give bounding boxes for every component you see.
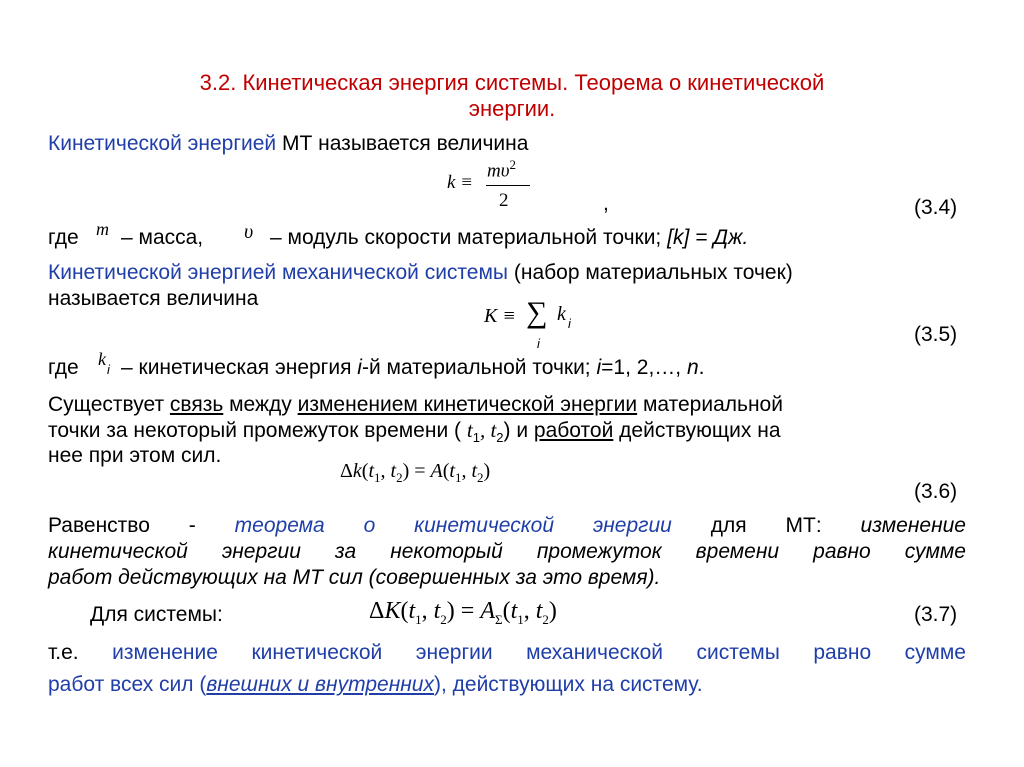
where-word: где bbox=[48, 226, 79, 249]
page-title: 3.2. Кинетическая энергия системы. Теорема о кинетической bbox=[199, 70, 825, 95]
conclusion-text-1: т.е. bbox=[48, 641, 113, 664]
eq34-lhs: k ≡ bbox=[447, 172, 474, 193]
theorem-text-2: для МТ: bbox=[671, 514, 861, 537]
t-comma: , bbox=[479, 418, 491, 442]
relation-text-6: действующих на bbox=[613, 419, 781, 442]
definition-text: МТ называется величина bbox=[276, 132, 529, 155]
ki-text-3: =1, 2,…, bbox=[601, 356, 687, 379]
conclusion-term: изменение кинетической энергии механической системы равно сумме bbox=[112, 641, 966, 664]
where-line-1 bbox=[48, 226, 79, 250]
t2-symbol: t bbox=[490, 418, 497, 442]
system-energy-term: Кинетической энергией механической системы bbox=[48, 261, 509, 284]
work-word: работой bbox=[533, 419, 614, 442]
eq35-label: (3.5) bbox=[914, 323, 958, 346]
relation-text-1: Существует bbox=[48, 393, 170, 416]
ki-i-1: i bbox=[357, 356, 362, 379]
mass-text: – масса, bbox=[121, 226, 204, 249]
conclusion-text-3: ), действующих на систему. bbox=[433, 673, 703, 696]
theorem-term: теорема о кинетической энергии bbox=[234, 514, 672, 537]
relation-text-3: материальной bbox=[637, 393, 783, 416]
forces-phrase: внешних и внутренних bbox=[206, 673, 434, 696]
eq34-denominator: 2 bbox=[499, 190, 509, 211]
theorem-line2: кинетической энергии за некоторый промежуток времени равно сумме bbox=[48, 540, 966, 563]
where-word-2: где bbox=[48, 356, 79, 379]
eq34-square: 2 bbox=[509, 157, 516, 172]
ki-i-2: i bbox=[596, 356, 602, 379]
kinetic-energy-term: Кинетической энергией bbox=[48, 132, 277, 155]
system-energy-note: (набор материальных точек) bbox=[508, 261, 793, 284]
eq36-label: (3.6) bbox=[914, 480, 958, 503]
eq34-label: (3.4) bbox=[914, 196, 958, 219]
t2-index: 2 bbox=[496, 430, 504, 446]
theorem-text-3: изменение bbox=[860, 514, 966, 537]
t1-index: 1 bbox=[472, 430, 480, 446]
conclusion-line2 bbox=[48, 673, 703, 697]
eq37-formula: $\Delta K(t_1$, $t_2) = A_\Sigma(t_1$, $t_2$) bbox=[369, 598, 557, 627]
symbol-v: υ bbox=[244, 221, 254, 243]
ki-text-4: . bbox=[698, 356, 705, 379]
eq36-formula: $\Delta k(t_1$, $t_2) = A(t_1$, $t_2$) bbox=[340, 460, 491, 485]
eq34-comma: , bbox=[603, 192, 609, 215]
relation-line3: нее при этом сил. bbox=[48, 444, 222, 467]
ki-text-2: -й материальной точки; bbox=[361, 356, 597, 379]
relation-text-5: ) и bbox=[503, 419, 534, 442]
energy-change-phrase: изменением кинетической энергии bbox=[297, 393, 638, 416]
page-title-line2: энергии. bbox=[468, 96, 556, 121]
theorem-line1 bbox=[48, 514, 966, 538]
eq34-fraction-bar bbox=[486, 185, 530, 186]
ki-n: n bbox=[686, 356, 699, 379]
relation-line1 bbox=[48, 393, 783, 417]
eq37-label: (3.7) bbox=[914, 603, 958, 626]
conclusion-line1 bbox=[48, 641, 966, 665]
unit-text: [k] = Дж. bbox=[667, 226, 749, 249]
conclusion-text-2: работ всех сил ( bbox=[48, 673, 207, 696]
system-label: Для системы: bbox=[90, 603, 223, 626]
relation-word: связь bbox=[169, 393, 224, 416]
relation-text-4: точки за некоторый промежуток времени ( bbox=[48, 419, 467, 442]
eq35-k-index: i bbox=[568, 316, 571, 331]
velocity-desc: – модуль скорости материальной точки; bbox=[270, 226, 668, 249]
eq35-lhs: K ≡ bbox=[484, 305, 516, 327]
relation-text-2: между bbox=[223, 393, 298, 416]
symbol-k-index: i bbox=[107, 362, 110, 377]
ki-description bbox=[121, 356, 704, 380]
eq35-sum-sign: ∑ bbox=[526, 296, 548, 329]
velocity-text bbox=[270, 226, 748, 250]
ki-text-1: – кинетическая энергия bbox=[121, 356, 358, 379]
system-energy-definition bbox=[48, 261, 793, 285]
eq34-numerator bbox=[487, 157, 516, 182]
eq35-sum-index: i bbox=[537, 336, 540, 351]
theorem-line3: работ действующих на МТ сил (совершенных за это время). bbox=[48, 566, 661, 589]
symbol-k: k bbox=[98, 349, 106, 369]
eq34-num-text: mυ bbox=[487, 160, 510, 182]
kinetic-energy-definition bbox=[48, 132, 528, 156]
eq35-k: k bbox=[557, 303, 566, 325]
theorem-text-1: Равенство - bbox=[48, 514, 235, 537]
t1-symbol: t bbox=[466, 418, 473, 442]
symbol-m: m bbox=[96, 219, 109, 239]
system-energy-line2: называется величина bbox=[48, 287, 259, 310]
